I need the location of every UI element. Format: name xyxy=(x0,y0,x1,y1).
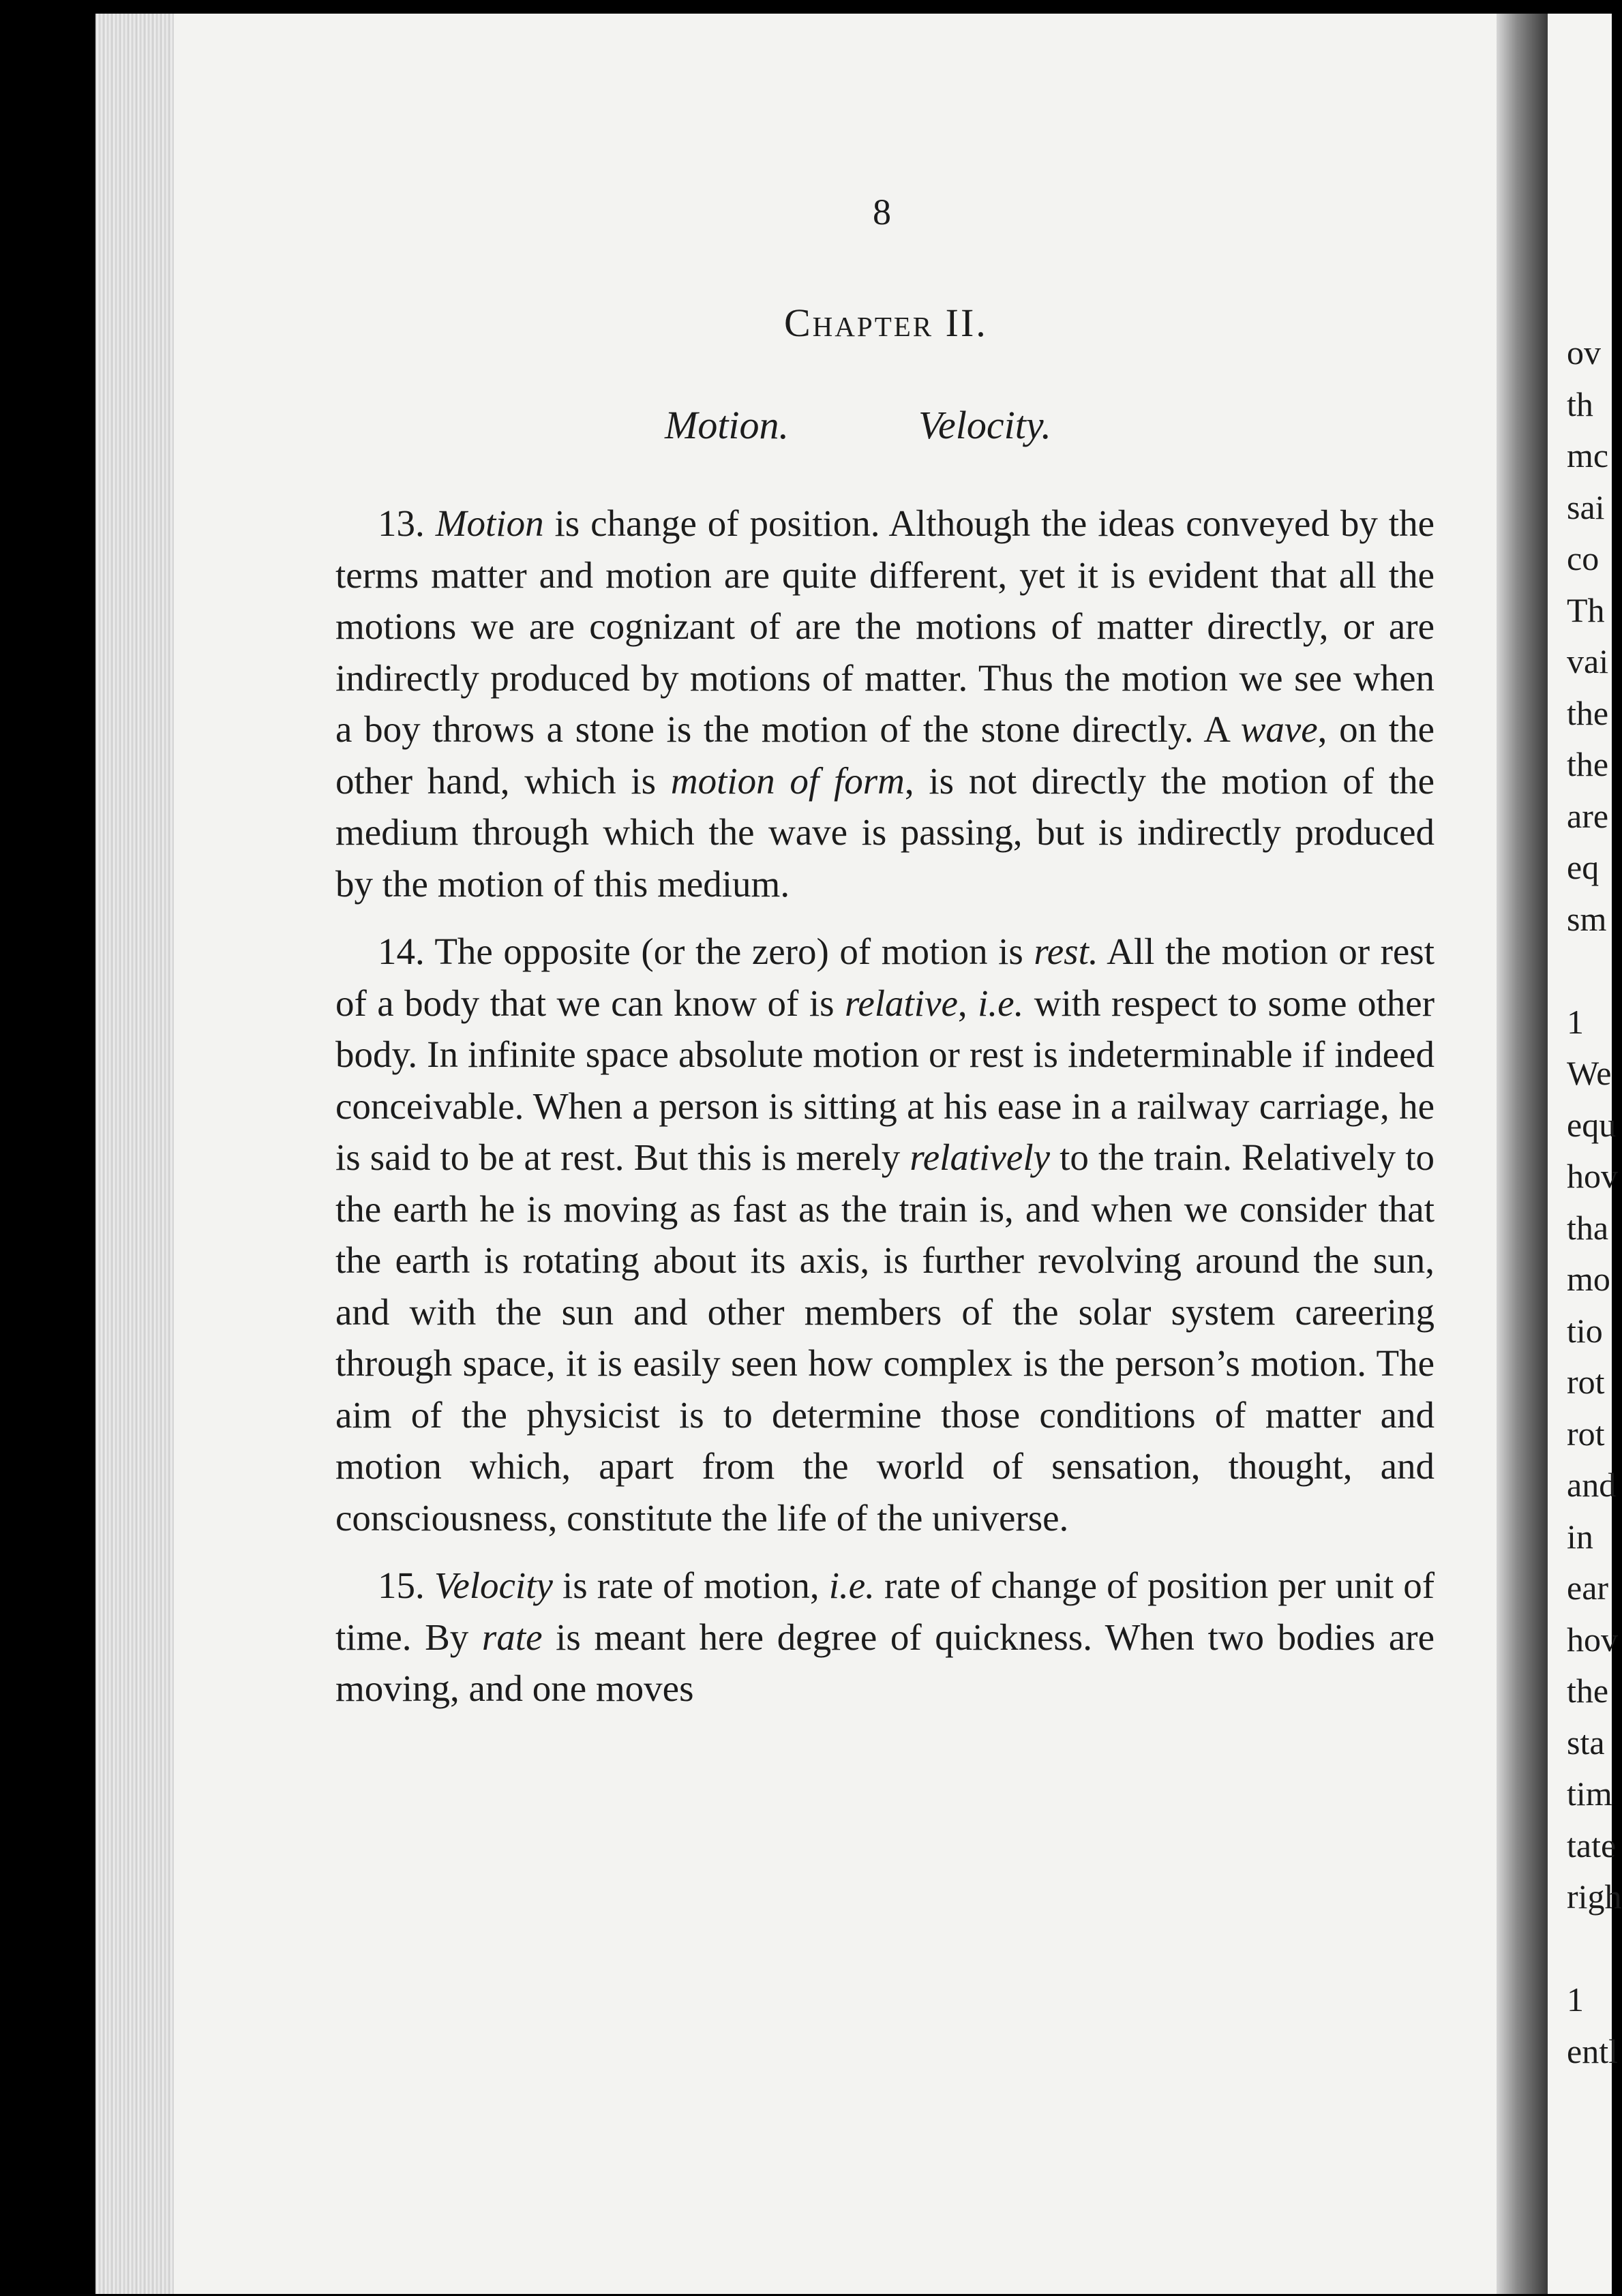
paragraph-15: 15. Velocity is rate of motion, i.e. rate of change of position per unit of time. By rate is meant here degree of quickness. When two bodies are moving, and one moves xyxy=(335,1565,1435,1709)
page-number: 8 xyxy=(873,192,891,232)
facing-page-fragment: rot xyxy=(1567,1363,1605,1401)
facing-page-fragment: sta xyxy=(1567,1723,1605,1762)
section-heading-velocity: Velocity. xyxy=(918,403,1051,447)
facing-page-fragment: the xyxy=(1567,693,1609,732)
facing-page-fragment xyxy=(1567,945,1622,997)
facing-page-fragment: the xyxy=(1567,745,1609,783)
facing-page-fragment: hov xyxy=(1567,1157,1618,1195)
facing-page-fragment: are xyxy=(1567,796,1609,835)
facing-page-fragment: tate xyxy=(1567,1826,1617,1864)
page-gutter-shadow xyxy=(1497,14,1548,2294)
facing-page-fragment: tha xyxy=(1567,1208,1609,1247)
facing-page-fragment: 1 xyxy=(1567,1002,1584,1041)
paragraph-13: 13. Motion is change of position. Although the ideas conveyed by the terms matter and motion are quite different, yet it is evident that all the motions we are cognizant of are the motions of matter directly, or are indirectly produced by motions of matter. Thus the motion we see when a boy throws a stone is the motion of the stone directly. A wave, on the other hand, which is motion of form, is not directly the motion of the medium through which the wave is passing, but is indirectly produced by the motion of this medium. xyxy=(335,502,1435,905)
facing-page-fragment: We xyxy=(1567,1054,1612,1092)
section-heading-motion: Motion. xyxy=(665,403,790,447)
page-stack-edge xyxy=(95,14,177,2294)
facing-page-fragment: eq xyxy=(1567,848,1600,886)
facing-page-fragments xyxy=(1567,327,1622,2077)
body-text xyxy=(335,498,1435,1731)
facing-page-fragment: in xyxy=(1567,1517,1593,1556)
facing-page-fragment xyxy=(1567,1923,1622,1975)
facing-page-fragment: the xyxy=(1567,1672,1609,1710)
facing-page-fragment: hov xyxy=(1567,1620,1618,1659)
facing-page-fragment: ov xyxy=(1567,333,1601,372)
facing-page-fragment: 1 xyxy=(1567,1980,1584,2019)
facing-page-fragment: equ xyxy=(1567,1105,1617,1144)
facing-page-fragment: tim xyxy=(1567,1774,1612,1813)
facing-page-fragment: mc xyxy=(1567,436,1609,474)
facing-page-fragment: mo xyxy=(1567,1260,1610,1298)
facing-page-fragment: Th xyxy=(1567,590,1605,629)
facing-page-fragment: righ xyxy=(1567,1877,1622,1916)
facing-page-fragment: sm xyxy=(1567,899,1607,938)
facing-page-fragment: sai xyxy=(1567,487,1605,526)
facing-page-fragment: ear xyxy=(1567,1569,1609,1607)
chapter-title: Chapter II. xyxy=(784,301,988,345)
facing-page-fragment: tio xyxy=(1567,1311,1603,1350)
facing-page-fragment: rot xyxy=(1567,1414,1605,1453)
facing-page-fragment: and xyxy=(1567,1466,1617,1504)
facing-page-fragment: co xyxy=(1567,539,1600,577)
section-heading xyxy=(665,402,1051,448)
paragraph-14: 14. The opposite (or the zero) of motion is rest. All the motion or rest of a body that we can know of is relative, i.e. with respect to some other body. In infinite space absolute motion or rest is indeterminable if indeed conceivable. When a person is sitting at his ease in a railway carriage, he is said to be at rest. But this is merely relatively to the train. Relatively to the earth he is moving as fast as the train is, and when we consider that the earth is rotating about its axis, is further revolving around the sun, and with the sun and other members of the solar system careering through space, it is easily seen how complex is the person’s motion. The aim of the physicist is to determine those conditions of matter and motion which, apart from the world of sensation, thought, and consciousness, constitute the life of the universe. xyxy=(335,931,1435,1539)
facing-page-fragment: th xyxy=(1567,384,1593,423)
facing-page-fragment: vai xyxy=(1567,642,1609,680)
facing-page-fragment: entl xyxy=(1567,2031,1618,2070)
